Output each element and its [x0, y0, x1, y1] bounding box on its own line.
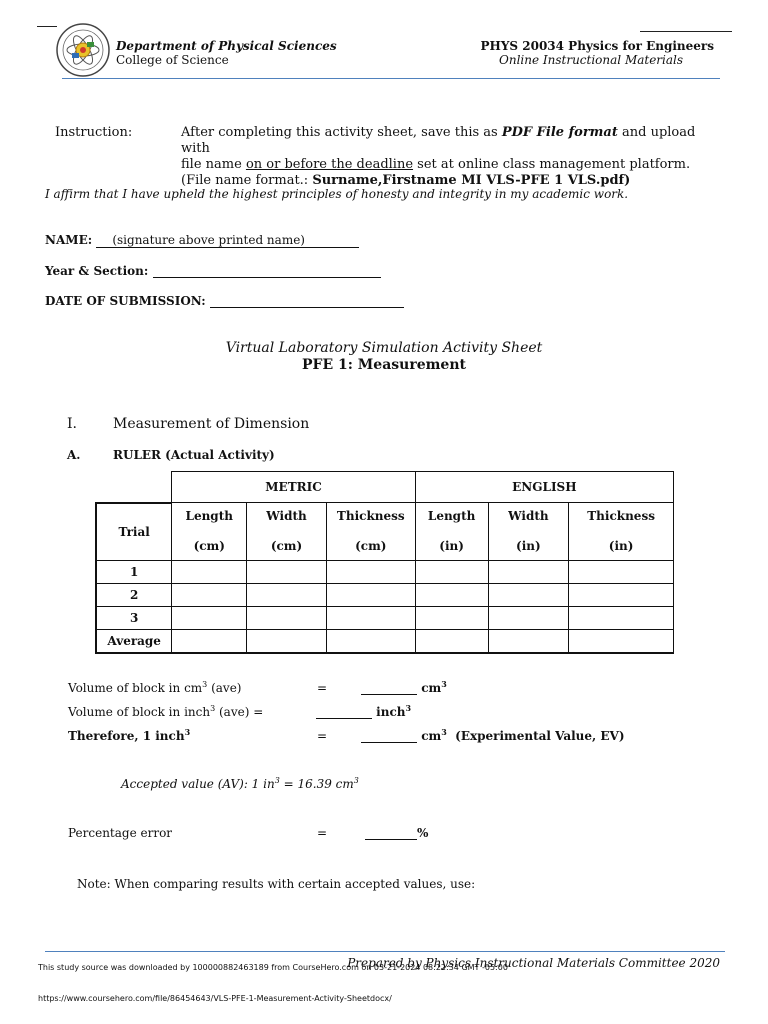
table-row	[96, 583, 674, 606]
name-field[interactable]: NAME: (signature above printed name)	[45, 233, 359, 248]
metric-header: METRIC	[172, 472, 415, 503]
university-seal-icon	[55, 22, 111, 78]
table-row	[96, 606, 674, 629]
table-cell[interactable]	[172, 560, 247, 583]
percentage-error-answer[interactable]: %	[365, 826, 428, 840]
activity-title: PFE 1: Measurement	[302, 357, 466, 373]
table-cell[interactable]	[326, 560, 415, 583]
trial-label: Average	[96, 629, 172, 653]
therefore-label: Therefore, 1 inch$^3$	[68, 727, 191, 743]
volume-cm-answer[interactable]: $cm^3$	[361, 681, 447, 695]
column-header: Thickness (cm)	[326, 503, 415, 561]
table-cell[interactable]	[247, 629, 327, 653]
table-cell[interactable]	[247, 560, 327, 583]
subsection-title: RULER (Actual Activity)	[113, 448, 275, 462]
table-cell[interactable]	[415, 629, 488, 653]
table-row	[96, 629, 674, 653]
header-top-line-right	[640, 31, 732, 32]
instruction-label: Instruction:	[55, 125, 133, 140]
equals-sign: =	[317, 681, 328, 695]
table-cell[interactable]	[569, 560, 674, 583]
college-name: College of Science	[116, 53, 229, 67]
volume-inch-label: Volume of block in inch$^3$ (ave) =	[68, 704, 264, 719]
table-cell[interactable]	[172, 629, 247, 653]
table-cell[interactable]	[326, 583, 415, 606]
table-cell[interactable]	[415, 560, 488, 583]
trial-label: 2	[96, 583, 172, 606]
measurement-table	[95, 471, 674, 654]
table-cell[interactable]	[172, 583, 247, 606]
table-cell[interactable]	[569, 583, 674, 606]
note-text: Note: When comparing results with certain accepted values, use:	[77, 877, 476, 891]
header-rule	[62, 78, 720, 79]
subsection-letter: A.	[67, 448, 81, 462]
table-cell[interactable]	[569, 629, 674, 653]
equals-sign: =	[317, 826, 328, 840]
table-cell[interactable]	[488, 606, 569, 629]
accepted-value: Accepted value (AV): 1 $in^3 = 16.39$ $cm^3$	[121, 776, 359, 791]
department-name: Department of Physical Sciences	[116, 39, 337, 53]
column-header: Length (in)	[415, 503, 488, 561]
column-header: Length (cm)	[172, 503, 247, 561]
volume-inch-answer[interactable]: inch$^3$	[316, 705, 411, 719]
table-cell[interactable]	[488, 583, 569, 606]
instruction-text: After completing this activity sheet, save this as PDF File format and upload with file name on or before the deadline set at online class management platform. (File name format.: Surname,Firstname MI VLS-PFE 1 VLS.pdf)	[181, 125, 696, 188]
table-cell[interactable]	[415, 583, 488, 606]
table-cell[interactable]	[326, 629, 415, 653]
table-cell[interactable]	[415, 606, 488, 629]
footer-rule	[45, 951, 725, 952]
download-notice: This study source was downloaded by 100000882463189 from CourseHero.com on 03-21-2024 08:22:34 GMT -05:00	[38, 963, 508, 972]
experimental-value-answer[interactable]: $cm^3$ (Experimental Value, EV)	[361, 729, 625, 743]
date-submission-field[interactable]: DATE OF SUBMISSION:	[45, 294, 404, 308]
section-number: I.	[67, 416, 77, 432]
column-header: Width (in)	[488, 503, 569, 561]
table-row	[96, 560, 674, 583]
table-cell[interactable]	[326, 606, 415, 629]
source-url[interactable]: https://www.coursehero.com/file/86454643/VLS-PFE-1-Measurement-Activity-Sheetdocx/	[38, 994, 392, 1003]
materials-label: Online Instructional Materials	[499, 53, 684, 67]
volume-cm-label: Volume of block in $cm^3$ (ave)	[68, 680, 242, 695]
trial-header: Trial	[96, 503, 172, 561]
name-hint: (signature above printed name)	[112, 233, 305, 247]
percentage-error-label: Percentage error	[68, 826, 173, 840]
english-header: ENGLISH	[415, 472, 673, 503]
filename-format: Surname,Firstname MI VLS-PFE 1 VLS.pdf)	[312, 173, 631, 188]
column-header: Thickness (in)	[569, 503, 674, 561]
year-section-field[interactable]: Year & Section:	[45, 264, 381, 278]
header-top-line	[37, 26, 57, 27]
deadline-text: on or before the deadline	[245, 157, 414, 172]
table-cell[interactable]	[488, 629, 569, 653]
table-cell[interactable]	[569, 606, 674, 629]
pdf-format-text: PDF File format	[501, 125, 618, 140]
equals-sign: =	[317, 729, 328, 743]
trial-label: 3	[96, 606, 172, 629]
course-title: PHYS 20034 Physics for Engineers	[480, 39, 714, 53]
trial-label: 1	[96, 560, 172, 583]
section-title: Measurement of Dimension	[113, 416, 310, 432]
table-cell[interactable]	[172, 606, 247, 629]
sheet-title: Virtual Laboratory Simulation Activity Sheet	[225, 340, 543, 356]
table-cell[interactable]	[247, 606, 327, 629]
honesty-affirmation: I affirm that I have upheld the highest principles of honesty and integrity in my academic work.	[45, 187, 629, 201]
prepared-by: Prepared by Physics Instructional Materials Committee 2020	[347, 956, 720, 970]
table-cell[interactable]	[247, 583, 327, 606]
column-header: Width (cm)	[247, 503, 327, 561]
table-cell[interactable]	[488, 560, 569, 583]
